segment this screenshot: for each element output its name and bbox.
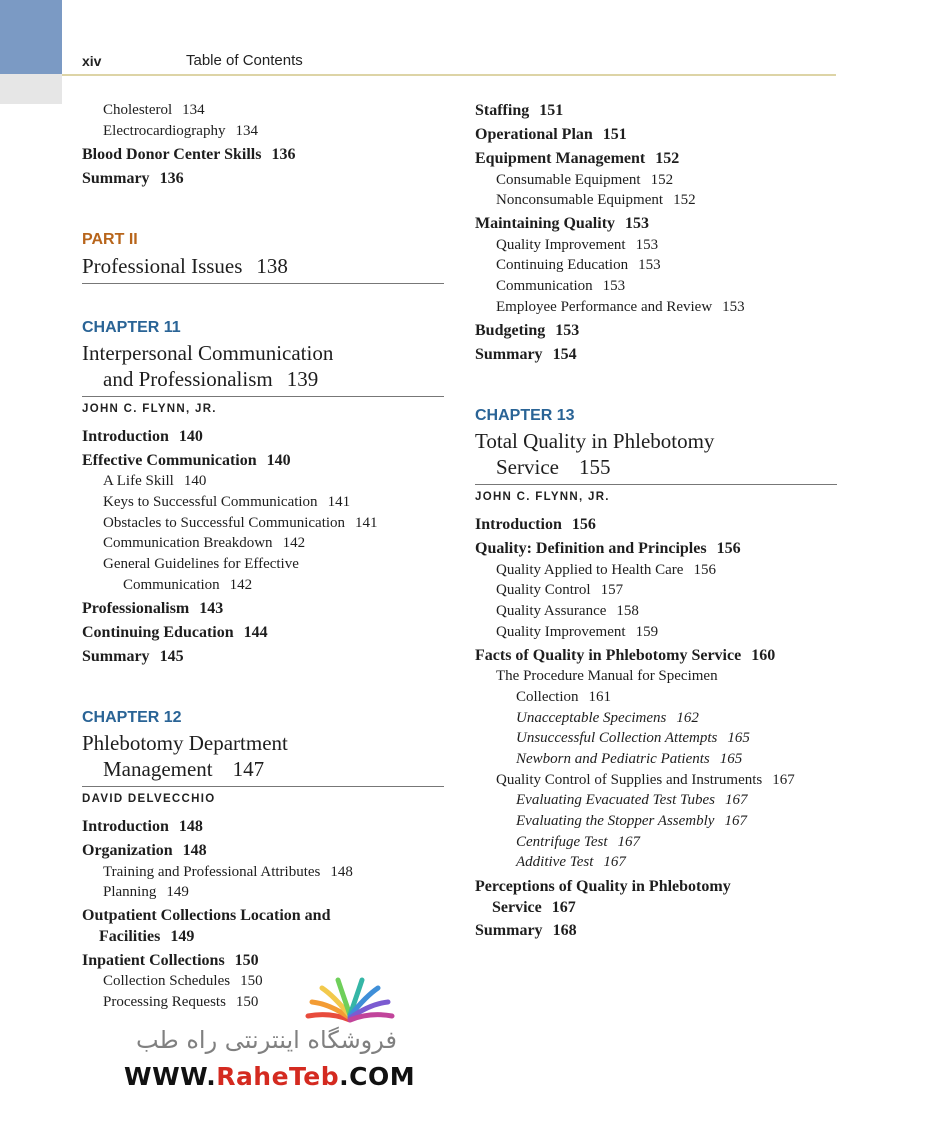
toc-entry: Nonconsumable Equipment 152 bbox=[496, 192, 696, 208]
toc-entry: Budgeting 153 bbox=[475, 322, 580, 339]
toc-entry: Training and Professional Attributes 148 bbox=[103, 864, 353, 880]
toc-entry: Quality Control of Supplies and Instruments 167 bbox=[496, 772, 795, 788]
toc-entry-cont: Communication 142 bbox=[123, 577, 253, 593]
toc-entry-cont: Service 167 bbox=[492, 899, 576, 916]
section-rule bbox=[82, 396, 444, 397]
toc-entry: A Life Skill 140 bbox=[103, 473, 207, 489]
toc-entry: Cholesterol 134 bbox=[103, 102, 205, 118]
toc-entry: Organization 148 bbox=[82, 842, 207, 859]
toc-entry: Outpatient Collections Location and bbox=[82, 907, 331, 924]
toc-entry: Facts of Quality in Phlebotomy Service 160 bbox=[475, 647, 776, 664]
toc-entry: Maintaining Quality 153 bbox=[475, 215, 650, 232]
chapter-title-cont: and Professionalism 139 bbox=[103, 367, 319, 391]
toc-entry: Equipment Management 152 bbox=[475, 150, 680, 167]
book-fan-logo-icon bbox=[300, 976, 400, 1026]
chapter-title: Interpersonal Communication bbox=[82, 341, 334, 365]
chapter-title-cont: Service 155 bbox=[496, 455, 611, 479]
toc-entry: Continuing Education 153 bbox=[496, 257, 661, 273]
chapter-author: DAVID DELVECCHIO bbox=[82, 793, 216, 805]
toc-entry: Continuing Education 144 bbox=[82, 624, 268, 641]
toc-entry: Operational Plan 151 bbox=[475, 126, 627, 143]
toc-entry: Effective Communication 140 bbox=[82, 452, 291, 469]
header-rule bbox=[62, 74, 836, 76]
toc-entry-cont: Collection 161 bbox=[516, 689, 611, 705]
toc-entry: The Procedure Manual for Specimen bbox=[496, 668, 718, 684]
toc-entry: Quality Improvement 159 bbox=[496, 624, 659, 640]
page-number: xiv bbox=[82, 53, 102, 69]
toc-entry: Consumable Equipment 152 bbox=[496, 172, 674, 188]
toc-entry: Processing Requests 150 bbox=[103, 994, 259, 1010]
toc-entry: Employee Performance and Review 153 bbox=[496, 299, 745, 315]
part-title: Professional Issues 138 bbox=[82, 254, 288, 278]
chapter-title: Phlebotomy Department bbox=[82, 731, 288, 755]
toc-entry: General Guidelines for Effective bbox=[103, 556, 299, 572]
running-head: Table of Contents bbox=[186, 52, 303, 69]
section-rule bbox=[82, 283, 444, 284]
watermark-url: WWW.RaheTeb.COM bbox=[124, 1062, 416, 1091]
toc-entry: Collection Schedules 150 bbox=[103, 973, 263, 989]
corner-tab-accent bbox=[0, 0, 62, 74]
chapter-label: CHAPTER 13 bbox=[475, 407, 575, 424]
toc-entry: Newborn and Pediatric Patients 165 bbox=[516, 751, 743, 767]
toc-entry: Quality Assurance 158 bbox=[496, 603, 639, 619]
toc-entry: Unacceptable Specimens 162 bbox=[516, 710, 699, 726]
toc-entry: Keys to Successful Communication 141 bbox=[103, 494, 351, 510]
toc-entry: Additive Test 167 bbox=[516, 854, 626, 870]
toc-entry: Staffing 151 bbox=[475, 102, 564, 119]
toc-entry: Obstacles to Successful Communication 141 bbox=[103, 515, 378, 531]
toc-entry: Summary 145 bbox=[82, 648, 184, 665]
part-label: PART II bbox=[82, 231, 138, 248]
toc-entry: Introduction 156 bbox=[475, 516, 596, 533]
toc-entry: Quality Control 157 bbox=[496, 582, 624, 598]
toc-entry: Centrifuge Test 167 bbox=[516, 834, 641, 850]
chapter-label: CHAPTER 12 bbox=[82, 709, 182, 726]
toc-entry: Electrocardiography 134 bbox=[103, 123, 258, 139]
toc-entry: Blood Donor Center Skills 136 bbox=[82, 146, 296, 163]
toc-entry: Summary 168 bbox=[475, 922, 577, 939]
toc-entry: Communication Breakdown 142 bbox=[103, 535, 306, 551]
toc-entry: Unsuccessful Collection Attempts 165 bbox=[516, 730, 750, 746]
chapter-author: JOHN C. FLYNN, JR. bbox=[475, 491, 610, 503]
section-rule bbox=[82, 786, 444, 787]
chapter-label: CHAPTER 11 bbox=[82, 319, 181, 336]
toc-entry: Introduction 140 bbox=[82, 428, 203, 445]
toc-entry: Summary 154 bbox=[475, 346, 577, 363]
chapter-title-cont: Management 147 bbox=[103, 757, 265, 781]
toc-entry: Planning 149 bbox=[103, 884, 189, 900]
toc-entry-cont: Facilities 149 bbox=[99, 928, 195, 945]
toc-entry: Introduction 148 bbox=[82, 818, 203, 835]
toc-entry: Evaluating Evacuated Test Tubes 167 bbox=[516, 792, 748, 808]
toc-entry: Quality: Definition and Principles 156 bbox=[475, 540, 741, 557]
toc-entry: Inpatient Collections 150 bbox=[82, 952, 259, 969]
toc-entry: Communication 153 bbox=[496, 278, 626, 294]
toc-entry: Evaluating the Stopper Assembly 167 bbox=[516, 813, 747, 829]
toc-entry: Quality Improvement 153 bbox=[496, 237, 659, 253]
toc-entry: Quality Applied to Health Care 156 bbox=[496, 562, 716, 578]
chapter-author: JOHN C. FLYNN, JR. bbox=[82, 403, 217, 415]
toc-entry: Summary 136 bbox=[82, 170, 184, 187]
toc-entry: Perceptions of Quality in Phlebotomy bbox=[475, 878, 731, 895]
toc-entry: Professionalism 143 bbox=[82, 600, 224, 617]
section-rule bbox=[475, 484, 837, 485]
chapter-title: Total Quality in Phlebotomy bbox=[475, 429, 715, 453]
watermark-arabic-text: فروشگاه اینترنتی راه طب bbox=[136, 1026, 397, 1054]
